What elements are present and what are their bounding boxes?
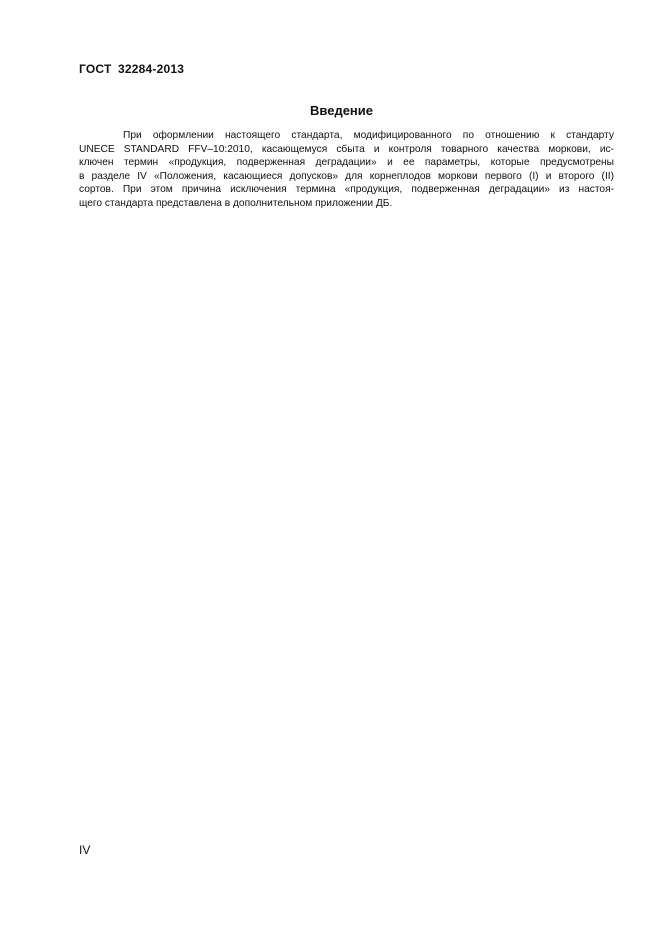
paragraph-line: При оформлении настоящего стандарта, модифицированного по отношению к стандарту [123,130,614,141]
paragraph-line: ключен термин «продукция, подверженная деградации» и ее параметры, которые предусмотрены [79,157,614,169]
introduction-paragraph [79,129,614,211]
paragraph-line: сортов. При этом причина исключения термина «продукция, подверженная деградации» из настоя- [79,184,614,196]
paragraph-line: в разделе IV «Положения, касающиеся допусков» для корнеплодов моркови первого (I) и второго (II) [79,170,614,182]
section-title: Введение [310,103,373,118]
page-number: IV [79,843,91,857]
document-header-code: ГОСТ 32284-2013 [79,62,185,76]
paragraph-line: щего стандарта представлена в дополнительном приложении ДБ. [79,197,393,209]
paragraph-line: UNECE STANDARD FFV–10:2010, касающемуся сбыта и контроля товарного качества моркови, ис- [79,143,614,155]
